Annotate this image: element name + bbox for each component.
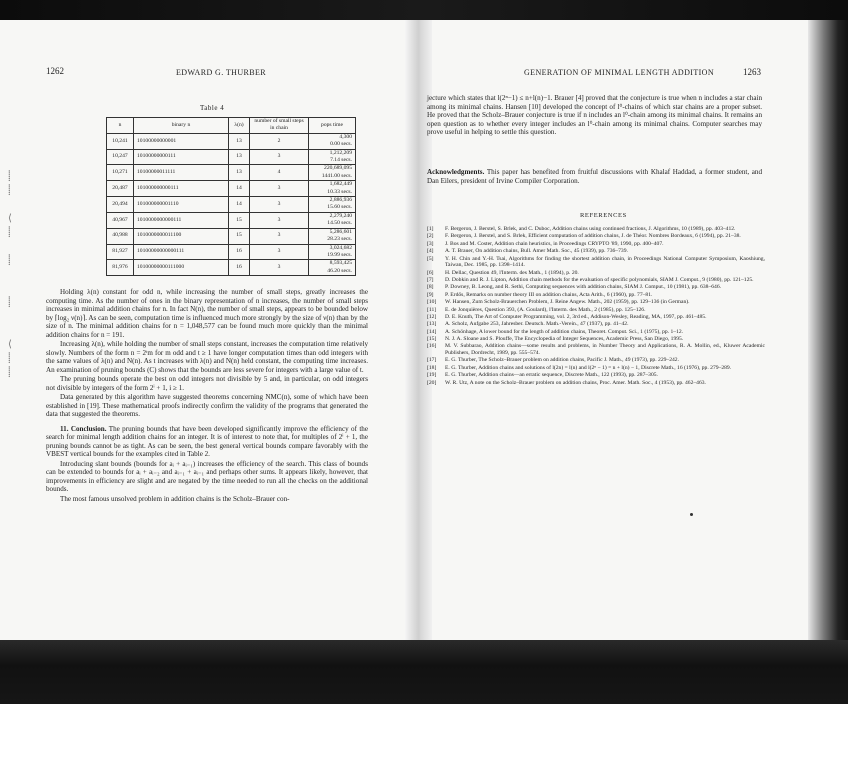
table-cell: 20,494 bbox=[107, 197, 134, 213]
table-cell: 3 bbox=[250, 260, 309, 276]
table-row bbox=[107, 165, 356, 181]
page-edge-shadow bbox=[808, 20, 848, 640]
table-row bbox=[107, 260, 356, 276]
reference-text: P. Erdős, Remarks on number theory III on addition chains, Acta Arith., 6 (1960), pp. 77–81. bbox=[445, 291, 653, 298]
col-header-small-steps: number of small steps in chain bbox=[250, 118, 309, 134]
reference-text: A. T. Brauer, On addition chains, Bull. Amer Math. Soc., 45 (1939), pp. 736–739. bbox=[445, 248, 628, 255]
paragraph: Data generated by this algorithm have suggested theorems concerning NMC(n), some of which have been established in [19]. These mathematical proofs indirectly confirm the validity of the programs that generated the data that suggested the theorems. bbox=[46, 393, 368, 418]
reference-item bbox=[427, 299, 765, 306]
table-cell: 13 bbox=[229, 149, 250, 165]
reference-text: P. Downey, B. Leong, and R. Sethi, Computing sequences with addition chains, SIAM J. Comput., 10 (1981), pp. 638–646. bbox=[445, 284, 722, 291]
references-heading: REFERENCES bbox=[580, 212, 627, 219]
table-cell: 10,241 bbox=[107, 133, 134, 149]
table-cell: 10100000000001 bbox=[134, 133, 229, 149]
table-cell: 13 bbox=[229, 133, 250, 149]
table-4 bbox=[106, 117, 356, 276]
reference-number: [11] bbox=[427, 306, 437, 313]
section-heading: 11. Conclusion. bbox=[60, 424, 107, 433]
table-row bbox=[107, 133, 356, 149]
reference-item bbox=[427, 307, 765, 314]
reference-number: [8] bbox=[427, 284, 434, 291]
table-cell: 40,988 bbox=[107, 228, 134, 244]
reference-number: [13] bbox=[427, 321, 437, 328]
table-cell: 4,300 0.00 secs. bbox=[309, 133, 356, 149]
reference-number: [20] bbox=[427, 379, 437, 386]
reference-text: F. Bergeron, J. Berstel, S. Brlek, and C. Duboc, Addition chains using continued fractions, J. Algorithms, 10 (1989), pp. 403–412. bbox=[445, 226, 736, 232]
conclusion-paragraph bbox=[46, 425, 368, 459]
reference-item bbox=[427, 365, 765, 372]
paragraph: The most famous unsolved problem in addition chains is the Scholz–Brauer con- bbox=[60, 494, 290, 503]
table-cell: 81,927 bbox=[107, 244, 134, 260]
table-cell: 2,279,240 14.50 secs. bbox=[309, 212, 356, 228]
reference-text: D. Dobkin and R. J. Lipton, Addition chain methods for the evaluation of specific polynomials, SIAM J. Comput., 9 (1980), pp. 121–125. bbox=[445, 276, 754, 283]
scanner-bottom-shadow bbox=[0, 640, 848, 704]
running-head: EDWARD G. THURBER bbox=[176, 68, 266, 77]
reference-number: [2] bbox=[427, 233, 434, 240]
reference-number: [1] bbox=[427, 226, 434, 232]
table-cell: 10,271 bbox=[107, 165, 134, 181]
paragraph: Increasing λ(n), while holding the number of small steps constant, increases the computation time relatively slowly. Numbers of the form n = 2ᵗm for m odd and t ≥ 1 have longer computation times than odd integers with the same values of λ(n) and N(n). As t increases with λ(n) and N(n) held constant, the computing time increases. An examination of pruning bounds (C) shows that the bounds are less severe for integers with a large value of t. bbox=[46, 340, 368, 374]
reference-text: W. Hansen, Zum Scholz-Brauerchen Problem, J. Reine Angew. Math., 202 (1959), pp. 129–136 (in German). bbox=[445, 299, 690, 306]
reference-text: A. Scholz, Aufgabe 253, Jahresber. Deutsch. Math.-Verein., 47 (1937), pp. 41–42. bbox=[445, 321, 629, 328]
reference-text: M. V. Subbarao, Addition chains—some results and problems, in Number Theory and Applications, R. A. Mollin, ed., Kluwer Academic Publishers, Dordrecht, 1989, pp. 555–574. bbox=[445, 343, 765, 357]
table-row bbox=[107, 212, 356, 228]
table-row bbox=[107, 181, 356, 197]
reference-item bbox=[427, 256, 765, 269]
reference-item bbox=[427, 336, 765, 343]
table-cell: 1,212,209 7.14 secs. bbox=[309, 149, 356, 165]
reference-item bbox=[427, 314, 765, 321]
table-cell: 5,286,601 28.23 secs. bbox=[309, 228, 356, 244]
reference-text: N. J. A. Sloane and S. Plouffe, The Encyclopedia of Integer Sequences, Academic Press, San Diego, 1995. bbox=[445, 336, 684, 343]
paragraph-text: The pruning bounds that have been developed significantly improve the efficiency of the search for minimal length addition chains for an integer. It is of interest to note that, for multiples of 2ⁱ + 1, the pruning bounds cannot be as tight. As can be seen, the best general vertical bounds compare favorably with the VBEST vertical bounds for the examples cited in Table 2. bbox=[46, 424, 368, 458]
table-cell: 4 bbox=[250, 165, 309, 181]
reference-item bbox=[427, 241, 765, 248]
ack-heading: Acknowledgments. bbox=[427, 168, 485, 176]
table-cell: 3 bbox=[250, 181, 309, 197]
reference-item bbox=[427, 321, 765, 328]
table-cell: 1,682,449 10.33 secs. bbox=[309, 181, 356, 197]
reference-item bbox=[427, 292, 765, 299]
reference-item bbox=[427, 226, 765, 233]
paragraph: jecture which states that l(2ⁿ−1) ≤ n+l(n)−1. Brauer [4] proved that the conjecture is true when n includes a star chain among its minimal chains. Hansen [10] developed the concept of l⁰-chains of which star chains are a proper subset. He proved that the Scholz–Brauer conjecture is true if n includes an l⁰-chain among its minimal chains. It remains an open question as to whether every integer includes an l⁰-chain among its minimal chains. Computer searches may prove useful in helping to settle this question. bbox=[427, 94, 762, 136]
table-row bbox=[107, 244, 356, 260]
col-header-n: n bbox=[107, 118, 134, 134]
reference-item bbox=[427, 284, 765, 291]
table-cell: 1010000000011100 bbox=[134, 228, 229, 244]
table-cell: 10,247 bbox=[107, 149, 134, 165]
table-cell: 10100000000111 bbox=[134, 149, 229, 165]
reference-item bbox=[427, 233, 765, 240]
table-cell: 101000000000111 bbox=[134, 181, 229, 197]
reference-text: E. G. Thurber, Addition chains—an erratic sequence, Discrete Math., 122 (1993), pp. 287–305. bbox=[445, 372, 658, 379]
reference-number: [18] bbox=[427, 364, 437, 371]
table-cell: 14 bbox=[229, 181, 250, 197]
table-cell: 2 bbox=[250, 133, 309, 149]
table-cell: 20,487 bbox=[107, 181, 134, 197]
reference-number: [5] bbox=[427, 255, 434, 262]
table-cell: 3 bbox=[250, 149, 309, 165]
reference-text: E. G. Thurber, The Scholz–Brauer problem on addition chains, Pacific J. Math., 49 (1973), pp. 229–242. bbox=[445, 357, 679, 364]
reference-item bbox=[427, 270, 765, 277]
paragraph: Holding λ(n) constant for odd n, while increasing the number of small steps, greatly increases the computing time. As the number of ones in the binary representation of n increases, the number of small steps increases in minimal addition chains for n. In fact N(n), the number of small steps, appears to be bounded below by ⌈log₂ ν(n)⌉. As can be seen, computation time is influenced much more strongly by the size of ν(n) than by the size of n. The minimal addition chains for n = 1,048,577 can be found much more quickly than the minimal addition chains for n = 191. bbox=[46, 288, 368, 339]
reference-number: [6] bbox=[427, 269, 434, 276]
table-cell: 220,689,095 1441.00 secs. bbox=[309, 165, 356, 181]
table-row bbox=[107, 149, 356, 165]
table-cell: 16 bbox=[229, 244, 250, 260]
table-cell: 40,967 bbox=[107, 212, 134, 228]
reference-text: H. Dellac, Question 49, l'Interm. des Math., 1 (1894), p. 20. bbox=[445, 269, 579, 276]
reference-text: J. Bos and M. Coster, Addition chain heuristics, in Proceedings CRYPTO '89, 1990, pp. 400–407. bbox=[445, 240, 664, 247]
table-cell: 3 bbox=[250, 244, 309, 260]
table-cell: 14 bbox=[229, 197, 250, 213]
scanner-top-shadow bbox=[0, 0, 848, 20]
table-cell: 13 bbox=[229, 165, 250, 181]
reference-number: [15] bbox=[427, 336, 437, 343]
reference-item bbox=[427, 372, 765, 379]
table-row bbox=[107, 197, 356, 213]
reference-number: [12] bbox=[427, 313, 437, 320]
col-header-binary: binary n bbox=[134, 118, 229, 134]
table-cell: 3,024,682 19.99 secs. bbox=[309, 244, 356, 260]
reference-number: [3] bbox=[427, 240, 434, 247]
table-cell: 10100000011111 bbox=[134, 165, 229, 181]
reference-text: E. de Jonquières, Question 393, (A. Goulard), l'Interm. des Math., 2 (1985), pp. 125–126. bbox=[445, 306, 646, 313]
ack-text: This paper has benefited from fruitful discussions with Khalaf Haddad, a former student, and Dan Eilers, president of Irvine Compiler Corporation. bbox=[427, 168, 762, 185]
reference-text: W. R. Utz, A note on the Scholz–Brauer problem on addition chains, Proc. Amer. Math. Soc., 4 (1953), pp. 462–463. bbox=[445, 379, 706, 386]
table-cell: 15 bbox=[229, 212, 250, 228]
paragraph: The pruning bounds operate the best on odd integers not divisible by 5 and, in particular, on odd integers not divisible by integers of the form 2ⁱ + 1, i ≥ 1. bbox=[46, 375, 368, 392]
acknowledgments bbox=[427, 168, 762, 185]
reference-item bbox=[427, 248, 765, 255]
reference-text: A. Schönhage, A lower bound for the length of addition chains, Theoret. Comput. Sci., 1 (1975), pp. 1–12. bbox=[445, 328, 684, 335]
reference-number: [16] bbox=[427, 343, 437, 350]
reference-item bbox=[427, 380, 765, 387]
table-cell: 2,886,936 15.60 secs. bbox=[309, 197, 356, 213]
table-cell: 16 bbox=[229, 260, 250, 276]
table-cell: 101000000001110 bbox=[134, 197, 229, 213]
reference-number: [7] bbox=[427, 276, 434, 283]
reference-text: Y. H. Chin and Y.-H. Tsai, Algorithms for finding the shortest addition chain, in Proceedings National Computer Symposium, Kaoshiung, Taiwan, Dec. 1985, pp. 1398–1414. bbox=[445, 255, 765, 269]
col-header-pops-time: pops time bbox=[309, 118, 356, 134]
table-row bbox=[107, 228, 356, 244]
table-cell: 15 bbox=[229, 228, 250, 244]
ink-dot bbox=[690, 513, 693, 516]
reference-number: [14] bbox=[427, 328, 437, 335]
continued-paragraph bbox=[427, 94, 762, 137]
reference-number: [4] bbox=[427, 248, 434, 255]
table-cell: 1010000000000111 bbox=[134, 212, 229, 228]
table-header-row bbox=[107, 118, 356, 134]
reference-item bbox=[427, 343, 765, 356]
reference-item bbox=[427, 329, 765, 336]
table-cell: 10100000000000111 bbox=[134, 244, 229, 260]
reference-number: [17] bbox=[427, 357, 437, 364]
page-number: 1263 bbox=[743, 67, 761, 77]
reference-text: E. G. Thurber, Addition chains and solutions of l(2n) = l(n) and l(2ⁿ − 1) = n + l(n) − 1, Discrete Math., 16 (1976), pp. 279–289. bbox=[445, 364, 732, 371]
reference-text: F. Bergeron, J. Berstel, and S. Brlek, Efficient computation of addition chains, J. de Théor. Nombres Bordeaux, 6 (1994), pp. 21–38. bbox=[445, 233, 741, 240]
reference-item bbox=[427, 357, 765, 364]
table-cell: 3 bbox=[250, 228, 309, 244]
reference-number: [10] bbox=[427, 299, 437, 306]
reference-number: [9] bbox=[427, 291, 434, 298]
reference-list bbox=[427, 226, 765, 387]
reference-text: D. E. Knuth, The Art of Computer Programming, vol. 2, 3rd ed., Addison-Wesley, Reading, MA, 1997, pp. 461–485. bbox=[445, 313, 707, 320]
left-margin-bleed-marks: ⸽ ⸽ ⟨ ⸽ ⸽ ⸽ ⟨ ⸽ ⸽ bbox=[8, 171, 12, 378]
table-cell: 10100000000111000 bbox=[134, 260, 229, 276]
col-header-lambda: λ(n) bbox=[229, 118, 250, 134]
scan-bottom-margin bbox=[0, 704, 848, 776]
reference-item bbox=[427, 277, 765, 284]
running-head: GENERATION OF MINIMAL LENGTH ADDITION bbox=[524, 68, 715, 77]
body-text bbox=[46, 288, 368, 504]
paragraph: Introducing slant bounds (bounds for aᵢ + aᵢ₋₁) increases the efficiency of the search. This class of bounds can be extended to bounds for aᵢ + aᵢ₋₂ and aᵢ₋₁ + aᵢ₋₁ and perhaps other sums. It appears likely, however, that improvements in efficiency are slight and are negated by the time needed to run all the checks on the additional bounds. bbox=[46, 459, 368, 493]
table-cell: 8,593,425 46.20 secs. bbox=[309, 260, 356, 276]
table-cell: 3 bbox=[250, 197, 309, 213]
reference-number: [19] bbox=[427, 372, 437, 379]
page-number: 1262 bbox=[46, 66, 64, 76]
table-caption: Table 4 bbox=[200, 104, 225, 112]
table-cell: 81,976 bbox=[107, 260, 134, 276]
left-page bbox=[0, 20, 410, 640]
table-cell: 3 bbox=[250, 212, 309, 228]
